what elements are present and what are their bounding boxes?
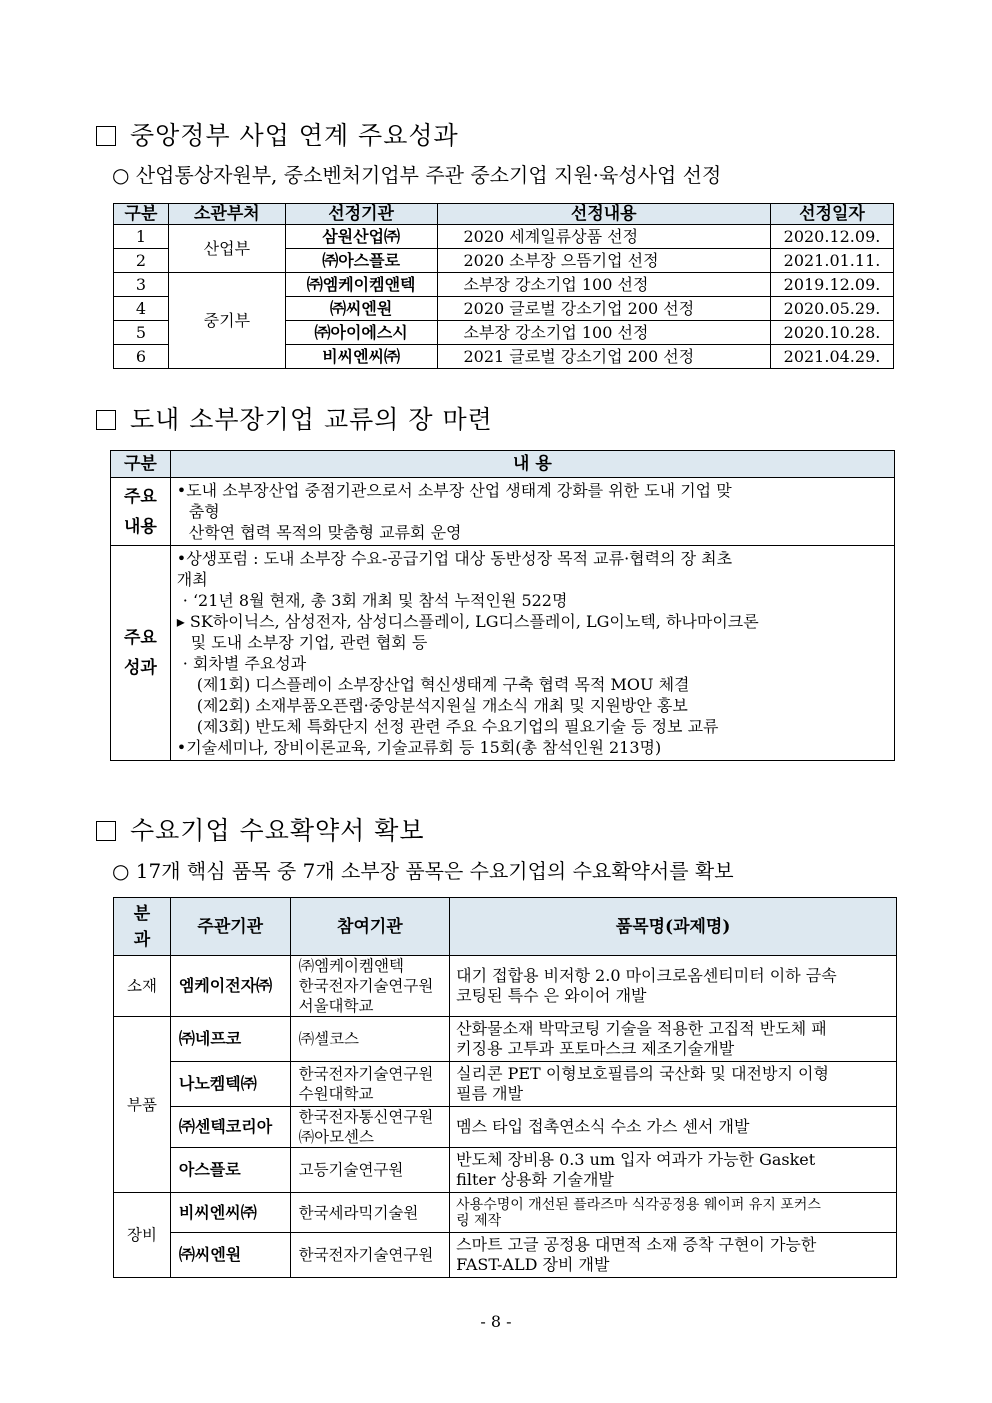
partner-line: 고등기술연구원 xyxy=(298,1161,404,1179)
table-header-row xyxy=(111,451,895,478)
item-line: 필름 개발 xyxy=(456,1084,524,1103)
header-cell: 주관기관 xyxy=(170,898,290,956)
section-title-text: 도내 소부장기업 교류의 장 마련 xyxy=(130,405,493,434)
content-cell: 소부장 강소기업 100 선정 xyxy=(437,321,771,345)
content-line: (제3회) 반도체 특화단지 선정 관련 주요 수요기업의 필요기술 등 정보 교류 xyxy=(196,717,719,736)
lead-org-cell: 나노켐텍㈜ xyxy=(170,1062,290,1107)
content-line: •기술세미나, 장비이론교육, 기술교류회 등 15회(총 참석인원 213명) xyxy=(176,738,662,757)
row-number: 3 xyxy=(114,273,169,297)
item-cell xyxy=(450,1148,897,1193)
item-cell xyxy=(450,956,897,1017)
lead-org-cell: 아스플로 xyxy=(170,1148,290,1193)
header-line: 과 xyxy=(133,929,151,950)
item-cell xyxy=(450,1107,897,1148)
table-row xyxy=(114,1233,897,1278)
selection-table xyxy=(113,203,894,369)
section-title-2 xyxy=(96,400,493,436)
page-number: - 8 - xyxy=(480,1312,512,1331)
org-cell: ㈜아이에스시 xyxy=(285,321,437,345)
table-row xyxy=(114,225,894,249)
date-cell: 2020.05.29. xyxy=(771,297,894,321)
row-number: 5 xyxy=(114,321,169,345)
item-cell xyxy=(450,1233,897,1278)
row-label xyxy=(111,478,171,546)
org-cell: ㈜아스플로 xyxy=(285,249,437,273)
header-cell xyxy=(114,898,171,956)
item-line: 키징용 고투과 포토마스크 제조기술개발 xyxy=(456,1039,735,1058)
header-cell: 선정기관 xyxy=(285,204,437,225)
category-cell: 장비 xyxy=(114,1193,171,1278)
item-line: 멤스 타입 접촉연소식 수소 가스 센서 개발 xyxy=(456,1117,750,1136)
content-line: 춤형 xyxy=(188,502,220,521)
table-row xyxy=(114,1017,897,1062)
ministry-cell: 산업부 xyxy=(168,225,285,273)
exchange-table xyxy=(110,450,895,761)
partner-line: 한국전자기술연구원 xyxy=(298,1065,434,1083)
row-number: 6 xyxy=(114,345,169,369)
header-cell: 구분 xyxy=(114,204,169,225)
row-number: 1 xyxy=(114,225,169,249)
header-cell: 소관부처 xyxy=(168,204,285,225)
content-cell: 2020 세계일류상품 선정 xyxy=(437,225,771,249)
lead-org-cell: 비씨엔씨㈜ xyxy=(170,1193,290,1233)
row-label-line: 주요 xyxy=(123,486,157,507)
partner-cell xyxy=(290,1017,450,1062)
content-line: · 회차별 주요성과 xyxy=(182,654,307,673)
header-line: 분 xyxy=(133,903,151,924)
item-cell xyxy=(450,1193,897,1233)
checkbox-square-icon xyxy=(96,410,116,430)
partner-cell xyxy=(290,1233,450,1278)
content-cell: 2020 글로벌 강소기업 200 선정 xyxy=(437,297,771,321)
partner-line: ㈜셀코스 xyxy=(298,1030,360,1048)
demand-table xyxy=(113,897,897,1278)
main-content-cell xyxy=(170,478,894,546)
section-title-3 xyxy=(96,811,425,847)
row-label xyxy=(111,546,171,761)
row-label-line: 내용 xyxy=(123,516,157,537)
partner-cell xyxy=(290,956,450,1017)
partner-line: 한국전자기술연구원 xyxy=(298,977,434,995)
row-number: 2 xyxy=(114,249,169,273)
category-cell: 소재 xyxy=(114,956,171,1017)
date-cell: 2020.12.09. xyxy=(771,225,894,249)
ministry-cell: 중기부 xyxy=(168,273,285,369)
section-title-text: 수요기업 수요확약서 확보 xyxy=(130,816,425,845)
content-cell: 2021 글로벌 강소기업 200 선정 xyxy=(437,345,771,369)
item-line: filter 상용화 기술개발 xyxy=(456,1170,614,1189)
org-cell: ㈜엠케이켐앤텍 xyxy=(285,273,437,297)
partner-line: ㈜아모센스 xyxy=(298,1128,374,1146)
table-header-row xyxy=(114,204,894,225)
header-cell: 참여기관 xyxy=(290,898,450,956)
partner-line: 한국전자통신연구원 xyxy=(298,1108,434,1126)
table-row xyxy=(111,546,895,761)
row-number: 4 xyxy=(114,297,169,321)
content-line: 및 도내 소부장 기업, 관련 협회 등 xyxy=(190,633,428,652)
partner-line: 한국전자기술연구원 xyxy=(298,1246,434,1264)
content-line: ▸ SK하이닉스, 삼성전자, 삼성디스플레이, LG디스플레이, LG이노텍, 하나마이크론 xyxy=(176,612,759,631)
content-line: · ‘21년 8월 현재, 총 3회 개최 및 참석 누적인원 522명 xyxy=(182,591,568,610)
table-row xyxy=(114,1062,897,1107)
item-line: 링 제작 xyxy=(456,1212,502,1229)
lead-org-cell: ㈜센텍코리아 xyxy=(170,1107,290,1148)
content-line: 개최 xyxy=(176,570,208,589)
partner-line: 수원대학교 xyxy=(298,1085,374,1103)
org-cell: ㈜씨엔원 xyxy=(285,297,437,321)
section-title-1 xyxy=(96,116,459,152)
partner-cell xyxy=(290,1193,450,1233)
item-line: 산화물소재 박막코팅 기술을 적용한 고집적 반도체 패 xyxy=(456,1019,827,1038)
table-row xyxy=(111,478,895,546)
checkbox-square-icon xyxy=(96,821,116,841)
partner-line: 한국세라믹기술원 xyxy=(298,1203,419,1222)
results-content-cell xyxy=(170,546,894,761)
item-line: 코팅된 특수 은 와이어 개발 xyxy=(456,986,647,1005)
header-cell: 선정일자 xyxy=(771,204,894,225)
lead-org-cell: ㈜씨엔원 xyxy=(170,1233,290,1278)
lead-org-cell: ㈜네프코 xyxy=(170,1017,290,1062)
header-cell: 내 용 xyxy=(170,451,894,478)
item-line: 실리콘 PET 이형보호필름의 국산화 및 대전방지 이형 xyxy=(456,1064,829,1083)
content-line: •도내 소부장산업 중점기관으로서 소부장 산업 생태계 강화를 위한 도내 기업 맞 xyxy=(176,481,732,500)
date-cell: 2021.01.11. xyxy=(771,249,894,273)
partner-cell xyxy=(290,1148,450,1193)
category-cell: 부품 xyxy=(114,1017,171,1193)
partner-cell xyxy=(290,1107,450,1148)
content-cell: 소부장 강소기업 100 선정 xyxy=(437,273,771,297)
item-cell xyxy=(450,1017,897,1062)
org-cell: 삼원산업㈜ xyxy=(285,225,437,249)
content-line: •상생포럼 : 도내 소부장 수요-공급기업 대상 동반성장 목적 교류·협력의 장 최초 xyxy=(176,549,733,568)
content-line: (제1회) 디스플레이 소부장산업 혁신생태계 구축 협력 목적 MOU 체결 xyxy=(196,675,690,694)
partner-line: ㈜엠케이켐앤텍 xyxy=(298,957,404,975)
item-line: FAST-ALD 장비 개발 xyxy=(456,1255,610,1274)
partner-line: 서울대학교 xyxy=(298,997,374,1015)
item-cell xyxy=(450,1062,897,1107)
section-subtitle-1: ○ 산업통상자원부, 중소벤처기업부 주관 중소기업 지원·육성사업 선정 xyxy=(112,163,722,187)
content-cell: 2020 소부장 으뜸기업 선정 xyxy=(437,249,771,273)
content-line: 산학연 협력 목적의 맞춤형 교류회 운영 xyxy=(188,523,462,542)
checkbox-square-icon xyxy=(96,126,116,146)
table-header-row xyxy=(114,898,897,956)
section-title-text: 중앙정부 사업 연계 주요성과 xyxy=(130,121,459,150)
content-line: (제2회) 소재부품오픈랩·중앙분석지원실 개소식 개최 및 지원방안 홍보 xyxy=(196,696,688,715)
org-cell: 비씨엔씨㈜ xyxy=(285,345,437,369)
table-row xyxy=(114,1148,897,1193)
item-line: 스마트 고글 공정용 대면적 소재 증착 구현이 가능한 xyxy=(456,1235,817,1254)
table-row xyxy=(114,956,897,1017)
item-line: 사용수명이 개선된 플라즈마 식각공정용 웨이퍼 유지 포커스 xyxy=(456,1196,821,1213)
row-label-line: 주요 xyxy=(123,628,157,648)
lead-org-cell: 엠케이전자㈜ xyxy=(170,956,290,1017)
header-cell: 구분 xyxy=(111,451,171,478)
date-cell: 2021.04.29. xyxy=(771,345,894,369)
date-cell: 2020.10.28. xyxy=(771,321,894,345)
section-subtitle-3: ○ 17개 핵심 품목 중 7개 소부장 품목은 수요기업의 수요확약서를 확보 xyxy=(112,859,734,883)
header-cell: 품목명(과제명) xyxy=(450,898,897,956)
partner-cell xyxy=(290,1062,450,1107)
table-row xyxy=(114,1107,897,1148)
row-label-line: 성과 xyxy=(123,658,157,678)
header-cell: 선정내용 xyxy=(437,204,771,225)
table-row xyxy=(114,1193,897,1233)
item-line: 반도체 장비용 0.3 um 입자 여과가 가능한 Gasket xyxy=(456,1150,816,1169)
item-line: 대기 접합용 비저항 2.0 마이크로옴센티미터 이하 금속 xyxy=(456,966,837,985)
table-row xyxy=(114,273,894,297)
date-cell: 2019.12.09. xyxy=(771,273,894,297)
